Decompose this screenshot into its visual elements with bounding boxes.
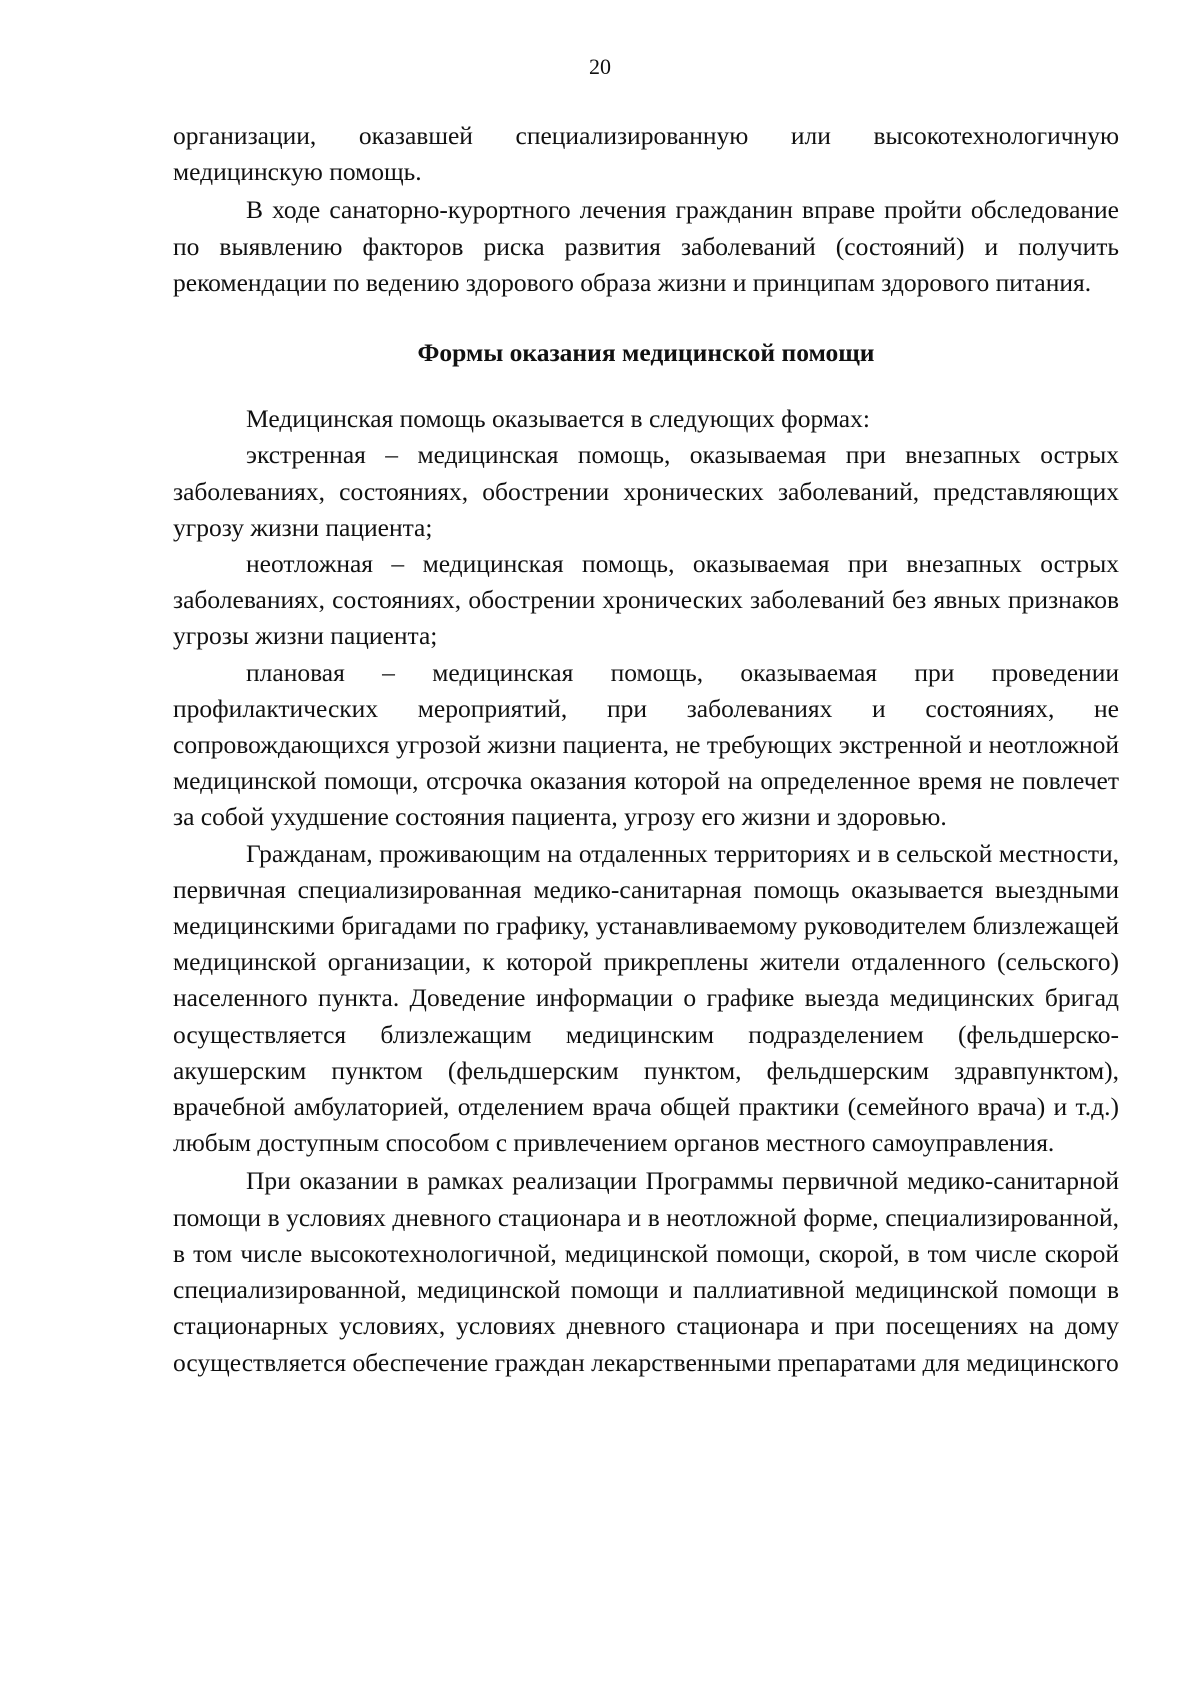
paragraph-sanatorium: В ходе санаторно-курортного лечения гражданин вправе пройти обследование по выявлению факторов риска развития заболеваний (состояний) и получить рекомендации по ведению здорового образа жизни и принципам здорового питания.: [173, 195, 1119, 297]
paragraph-urgent: неотложная – медицинская помощь, оказываемая при внезапных острых заболеваниях, состояниях, обострении хронических заболеваний без явных признаков угрозы жизни пациента;: [173, 549, 1119, 651]
section-heading: Формы оказания медицинской помощи: [417, 338, 875, 368]
page-number: 20: [589, 54, 611, 79]
document-body: [173, 118, 1119, 1381]
paragraph-forms-intro: Медицинская помощь оказывается в следующих формах:: [246, 404, 870, 434]
paragraph-emergency: экстренная – медицинская помощь, оказываемая при внезапных острых заболеваниях, состояниях, обострении хронических заболеваний, представляющих угрозу жизни пациента;: [173, 440, 1119, 542]
paragraph-continuation: организации, оказавшей специализированную или высокотехнологичную медицинскую помощь.: [173, 121, 1119, 187]
paragraph-planned: плановая – медицинская помощь, оказываемая при проведении профилактических мероприятий, при заболеваниях и состояниях, не сопровождающихся угрозой жизни пациента, не требующих экстренной и неотложной медицинской помощи, отсрочка оказания которой на определенное время не повлечет за собой ухудшение состояния пациента, угрозу его жизни и здоровью.: [173, 657, 1119, 832]
paragraph-remote-territories: Гражданам, проживающим на отдаленных территориях и в сельской местности, первичная специализированная медико-санитарная помощь оказывается выездными медицинскими бригадами по графику, устанавливаемому руководителем близлежащей медицинской организации, к которой прикреплены жители отдаленного (сельского) населенного пункта. Доведение информации о графике выезда медицинских бригад осуществляется близлежащим медицинским подразделением (фельдшерско-акушерским пунктом (фельдшерским пунктом, фельдшерским здравпунктом), врачебной амбулаторией, отделением врача общей практики (семейного врача) и т.д.) любым доступным способом с привлечением органов местного самоуправления.: [173, 838, 1119, 1158]
paragraph-program-provision: При оказании в рамках реализации Программы первичной медико-санитарной помощи в условиях дневного стационара и в неотложной форме, специализированной, в том числе высокотехнологичной, медицинской помощи, скорой, в том числе скорой специализированной, медицинской помощи и паллиативной медицинской помощи в стационарных условиях, условиях дневного стационара и при посещениях на дому осуществляется обеспечение граждан лекарственными препаратами для медицинского: [173, 1166, 1119, 1377]
